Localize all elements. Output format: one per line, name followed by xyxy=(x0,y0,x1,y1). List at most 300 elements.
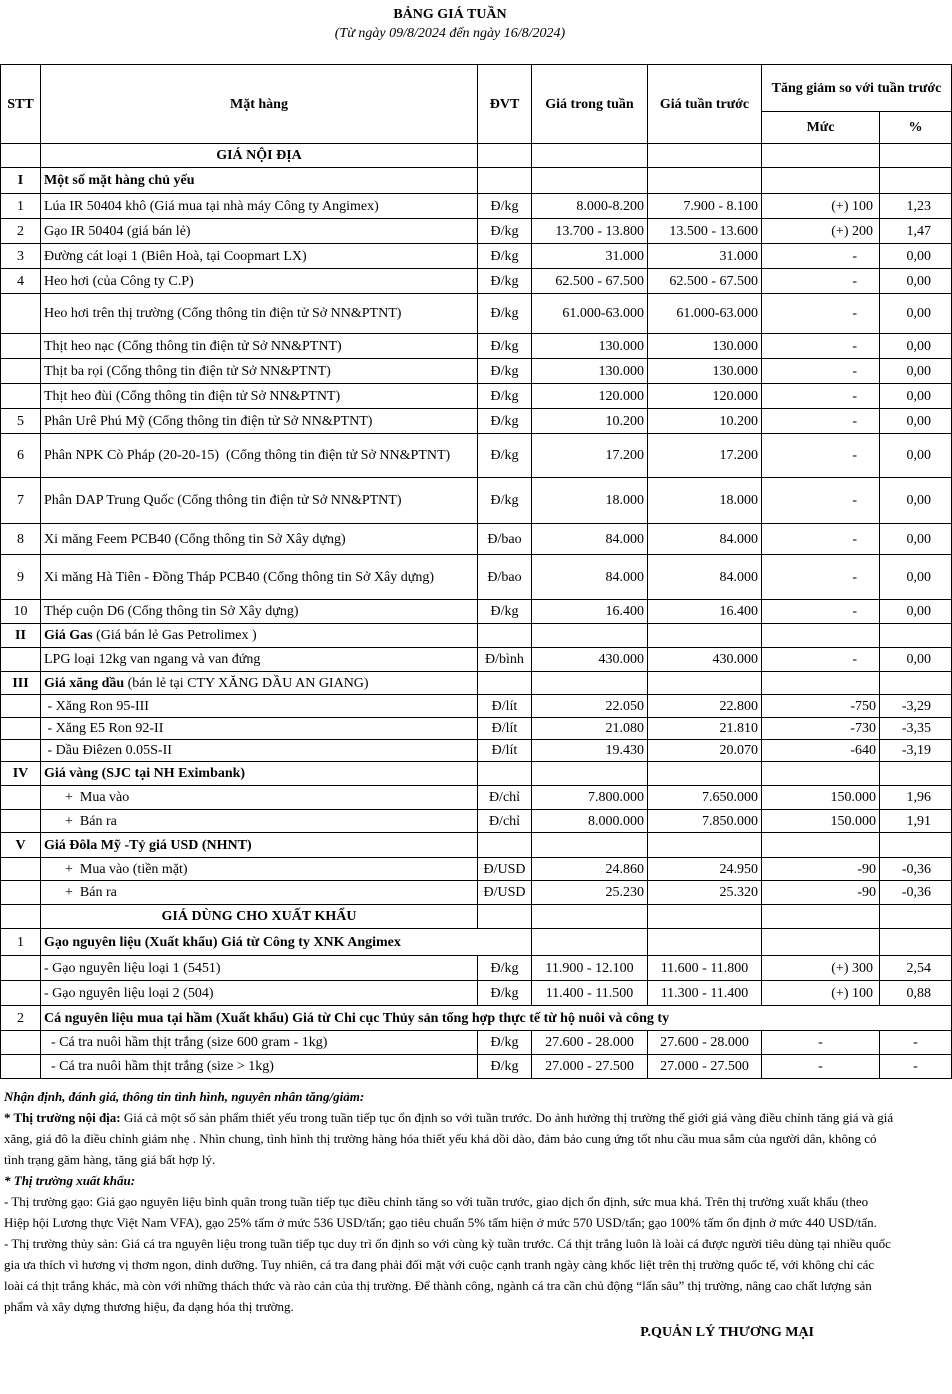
row-stt xyxy=(1,695,41,718)
row-unit: Đ/kg xyxy=(478,269,532,294)
group-row xyxy=(1,762,952,786)
row-change-level: - xyxy=(762,478,880,524)
row-stt xyxy=(1,1031,41,1055)
group-row xyxy=(1,929,952,956)
row-change-level: - xyxy=(762,244,880,269)
row-unit: Đ/USD xyxy=(478,881,532,905)
row-unit: Đ/kg xyxy=(478,600,532,624)
document-title: BẢNG GIÁ TUẦN xyxy=(393,7,507,22)
row-change-pct: 1,47 xyxy=(880,219,952,244)
section-row xyxy=(1,144,952,168)
row-unit: Đ/kg xyxy=(478,219,532,244)
row-price-week: 24.860 xyxy=(532,858,648,881)
empty-cell xyxy=(532,624,648,648)
row-item-name: - Dầu Điêzen 0.05S-II xyxy=(41,740,478,762)
row-item-name: + Bán ra xyxy=(41,881,478,905)
row-price-week: 21.080 xyxy=(532,718,648,740)
signature: P.QUẢN LÝ THƯƠNG MẠI xyxy=(640,1325,814,1340)
row-item-name: Xi măng Feem PCB40 (Cổng thông tin Sở Xây dựng) xyxy=(41,524,478,555)
row-price-prev: 120.000 xyxy=(648,384,762,409)
empty-cell xyxy=(880,833,952,858)
row-item-name: Heo hơi (của Công ty C.P) xyxy=(41,269,478,294)
empty-cell xyxy=(532,168,648,194)
empty-cell xyxy=(762,144,880,168)
empty-cell xyxy=(648,624,762,648)
row-unit: Đ/kg xyxy=(478,434,532,478)
table-row xyxy=(1,881,952,905)
row-price-prev: 24.950 xyxy=(648,858,762,881)
row-price-prev: 430.000 xyxy=(648,648,762,672)
row-unit: Đ/lít xyxy=(478,740,532,762)
row-item-name: - Xăng Ron 95-III xyxy=(41,695,478,718)
row-change-level: - xyxy=(762,384,880,409)
row-change-pct: 2,54 xyxy=(880,956,952,981)
empty-cell xyxy=(880,672,952,695)
row-change-level: - xyxy=(762,1055,880,1079)
row-item-name: Phân Urê Phú Mỹ (Cổng thông tin điện tử Sở NN&PTNT) xyxy=(41,409,478,434)
row-stt: 10 xyxy=(1,600,41,624)
row-change-pct: 0,00 xyxy=(880,434,952,478)
empty-cell xyxy=(478,762,532,786)
row-stt xyxy=(1,1055,41,1079)
row-change-pct: 0,00 xyxy=(880,334,952,359)
row-unit: Đ/bình xyxy=(478,648,532,672)
group-note: (bán lẻ tại CTY XĂNG DẦU AN GIANG) xyxy=(124,675,369,691)
row-item-name: - Cá tra nuôi hầm thịt trắng (size 600 gram - 1kg) xyxy=(41,1031,478,1055)
row-stt xyxy=(1,981,41,1006)
row-price-week: 84.000 xyxy=(532,555,648,600)
row-change-pct: 0,00 xyxy=(880,359,952,384)
row-stt xyxy=(1,384,41,409)
notes-heading: Nhận định, đánh giá, thông tin tình hình, nguyên nhân tăng/giảm: xyxy=(4,1089,365,1104)
row-price-week: 8.000-8.200 xyxy=(532,194,648,219)
group-title xyxy=(41,168,478,194)
row-price-prev: 17.200 xyxy=(648,434,762,478)
table-row xyxy=(1,409,952,434)
row-stt xyxy=(1,718,41,740)
row-price-prev: 31.000 xyxy=(648,244,762,269)
row-price-prev: 62.500 - 67.500 xyxy=(648,269,762,294)
empty-cell xyxy=(478,624,532,648)
row-change-pct: -3,35 xyxy=(880,718,952,740)
row-price-week: 7.800.000 xyxy=(532,786,648,810)
row-change-pct: 0,00 xyxy=(880,555,952,600)
empty-cell xyxy=(880,762,952,786)
empty-cell xyxy=(762,168,880,194)
empty-cell xyxy=(532,672,648,695)
row-price-week: 19.430 xyxy=(532,740,648,762)
row-item-name: Lúa IR 50404 khô (Giá mua tại nhà máy Công ty Angimex) xyxy=(41,194,478,219)
empty-cell xyxy=(880,905,952,929)
row-stt xyxy=(1,956,41,981)
row-item-name: + Bán ra xyxy=(41,810,478,833)
notes-domestic-label: * Thị trường nội địa: xyxy=(4,1110,121,1125)
row-stt xyxy=(1,294,41,334)
empty-cell xyxy=(762,905,880,929)
row-change-pct: 0,88 xyxy=(880,981,952,1006)
group-row xyxy=(1,1006,952,1031)
row-price-prev: 130.000 xyxy=(648,334,762,359)
row-item-name: Phân NPK Cò Pháp (20-20-15) (Cổng thông tin điện tử Sở NN&PTNT) xyxy=(41,434,478,478)
row-price-prev: 11.600 - 11.800 xyxy=(648,956,762,981)
row-change-level: - xyxy=(762,524,880,555)
row-price-prev: 16.400 xyxy=(648,600,762,624)
table-row xyxy=(1,858,952,881)
empty-cell xyxy=(762,833,880,858)
row-unit: Đ/kg xyxy=(478,1031,532,1055)
row-stt: V xyxy=(1,833,41,858)
row-item-name: - Gạo nguyên liệu loại 1 (5451) xyxy=(41,956,478,981)
table-row xyxy=(1,555,952,600)
row-change-pct: 0,00 xyxy=(880,269,952,294)
row-stt xyxy=(1,359,41,384)
row-unit: Đ/kg xyxy=(478,409,532,434)
row-stt xyxy=(1,881,41,905)
row-item-name: Thịt heo đùi (Cổng thông tin điện tử Sở NN&PTNT) xyxy=(41,384,478,409)
row-price-prev: 10.200 xyxy=(648,409,762,434)
row-item-name: Heo hơi trên thị trường (Cổng thông tin điện tử Sở NN&PTNT) xyxy=(41,294,478,334)
row-unit: Đ/bao xyxy=(478,524,532,555)
table-row xyxy=(1,359,952,384)
row-stt xyxy=(1,810,41,833)
row-change-level: -750 xyxy=(762,695,880,718)
row-unit: Đ/kg xyxy=(478,194,532,219)
row-item-name: LPG loại 12kg van ngang và van đứng xyxy=(41,648,478,672)
table-row xyxy=(1,294,952,334)
row-change-level: - xyxy=(762,334,880,359)
group-row xyxy=(1,672,952,695)
notes-section xyxy=(0,1079,900,1317)
notes-domestic xyxy=(4,1107,894,1170)
empty-cell xyxy=(762,624,880,648)
row-item-name: Thịt ba rọi (Cổng thông tin điện tử Sở NN&PTNT) xyxy=(41,359,478,384)
group-row xyxy=(1,833,952,858)
row-change-pct: - xyxy=(880,1055,952,1079)
empty-cell xyxy=(532,833,648,858)
row-price-week: 22.050 xyxy=(532,695,648,718)
empty-cell xyxy=(880,624,952,648)
row-unit: Đ/USD xyxy=(478,858,532,881)
col-header-stt: STT xyxy=(1,65,41,144)
row-price-prev: 27.000 - 27.500 xyxy=(648,1055,762,1079)
table-row xyxy=(1,718,952,740)
col-header-change-level: Mức xyxy=(762,112,880,144)
row-price-week: 130.000 xyxy=(532,359,648,384)
row-change-level: -640 xyxy=(762,740,880,762)
row-stt: 9 xyxy=(1,555,41,600)
row-price-prev: 25.320 xyxy=(648,881,762,905)
row-change-pct: -3,29 xyxy=(880,695,952,718)
table-row xyxy=(1,478,952,524)
row-change-level: 150.000 xyxy=(762,810,880,833)
row-unit: Đ/kg xyxy=(478,1055,532,1079)
row-stt xyxy=(1,740,41,762)
table-row xyxy=(1,740,952,762)
empty-cell xyxy=(762,762,880,786)
row-change-level: -90 xyxy=(762,881,880,905)
row-price-week: 25.230 xyxy=(532,881,648,905)
empty-cell xyxy=(478,168,532,194)
row-stt: 2 xyxy=(1,1006,41,1031)
row-change-level: -90 xyxy=(762,858,880,881)
row-price-prev: 22.800 xyxy=(648,695,762,718)
group-title: Gạo nguyên liệu (Xuất khẩu) Giá từ Công ty XNK Angimex xyxy=(41,929,532,956)
empty-cell xyxy=(648,762,762,786)
row-price-prev: 7.650.000 xyxy=(648,786,762,810)
group-title xyxy=(41,672,478,695)
row-price-week: 120.000 xyxy=(532,384,648,409)
row-change-level: -730 xyxy=(762,718,880,740)
row-change-pct: 0,00 xyxy=(880,648,952,672)
row-unit: Đ/kg xyxy=(478,294,532,334)
row-change-pct: 1,23 xyxy=(880,194,952,219)
group-name: Một số mặt hàng chủ yếu xyxy=(44,173,195,188)
group-title xyxy=(41,624,478,648)
notes-domestic-text: Giá cả một số sản phẩm thiết yếu trong tuần tiếp tục ổn định so với tuần trước. Do ảnh hưởng thị trường thế giới giá vàng điều chỉnh tăng giá và giá xăng, giá đô la điều chỉnh giảm nhẹ . Nhìn chung, tình hình thị trường hàng hóa thiết yếu khá dồi dào, đảm bảo cung ứng tốt nhu cầu mua sắm của người dân, không có tình trạng găm hàng, tăng giá bất hợp lý. xyxy=(4,1110,894,1167)
row-change-pct: 0,00 xyxy=(880,478,952,524)
table-row xyxy=(1,269,952,294)
row-item-name: - Cá tra nuôi hầm thịt trắng (size > 1kg) xyxy=(41,1055,478,1079)
table-row xyxy=(1,981,952,1006)
row-unit: Đ/kg xyxy=(478,956,532,981)
group-row xyxy=(1,624,952,648)
row-stt xyxy=(1,648,41,672)
empty-cell xyxy=(532,144,648,168)
row-change-pct: - xyxy=(880,1031,952,1055)
row-stt: 1 xyxy=(1,929,41,956)
row-price-prev: 61.000-63.000 xyxy=(648,294,762,334)
section-row xyxy=(1,905,952,929)
empty-cell xyxy=(648,672,762,695)
table-row xyxy=(1,434,952,478)
section-title: GIÁ DÙNG CHO XUẤT KHẨU xyxy=(41,905,478,929)
row-item-name: - Gạo nguyên liệu loại 2 (504) xyxy=(41,981,478,1006)
col-header-price-prev: Giá tuần trước xyxy=(648,65,762,144)
row-change-pct: -0,36 xyxy=(880,858,952,881)
row-unit: Đ/kg xyxy=(478,384,532,409)
row-price-prev: 7.850.000 xyxy=(648,810,762,833)
table-row xyxy=(1,334,952,359)
row-stt: 3 xyxy=(1,244,41,269)
row-change-level: (+) 100 xyxy=(762,981,880,1006)
empty-cell xyxy=(880,168,952,194)
row-price-week: 10.200 xyxy=(532,409,648,434)
row-unit: Đ/chỉ xyxy=(478,810,532,833)
col-header-price-week: Giá trong tuần xyxy=(532,65,648,144)
table-row xyxy=(1,786,952,810)
row-item-name: + Mua vào xyxy=(41,786,478,810)
notes-export-label: * Thị trường xuất khẩu: xyxy=(4,1173,136,1188)
row-price-week: 8.000.000 xyxy=(532,810,648,833)
table-row xyxy=(1,956,952,981)
col-header-item: Mặt hàng xyxy=(41,65,478,144)
row-price-prev: 130.000 xyxy=(648,359,762,384)
row-unit: Đ/chỉ xyxy=(478,786,532,810)
row-price-prev: 13.500 - 13.600 xyxy=(648,219,762,244)
document-header xyxy=(0,0,900,44)
col-header-change-pct: % xyxy=(880,112,952,144)
row-change-level: (+) 200 xyxy=(762,219,880,244)
notes-export-fish: - Thị trường thủy sản: Giá cá tra nguyên liệu trong tuần tiếp tục duy trì ổn định so với cùng kỳ tuần trước. Cá thịt trắng luôn là loài cá được người tiêu dùng tại nhiều quốc gia ưa thích vì hương vị thơm ngon, dinh dưỡng. Tuy nhiên, cá tra đang phải đối mặt với cuộc cạnh tranh ngày càng khốc liệt trên thị trường quốc tế, với không chỉ các loài cá thịt trắng khác, mà còn với những thách thức và rào cản của thị trường. Để thành công, ngành cá tra cần chủ động “lấn sâu” thị trường, nâng cao chất lượng sản phẩm và xây dựng thương hiệu, đa dạng hóa thị trường. xyxy=(4,1236,891,1314)
empty-cell xyxy=(648,144,762,168)
row-stt: IV xyxy=(1,762,41,786)
row-change-level: - xyxy=(762,434,880,478)
empty-cell xyxy=(478,144,532,168)
row-item-name: + Mua vào (tiền mặt) xyxy=(41,858,478,881)
row-change-pct: 0,00 xyxy=(880,384,952,409)
row-stt xyxy=(1,786,41,810)
row-price-prev: 27.600 - 28.000 xyxy=(648,1031,762,1055)
row-item-name: Phân DAP Trung Quốc (Cổng thông tin điện tử Sở NN&PTNT) xyxy=(41,478,478,524)
row-change-level: - xyxy=(762,269,880,294)
row-stt: 1 xyxy=(1,194,41,219)
empty-cell xyxy=(880,144,952,168)
empty-cell xyxy=(532,929,648,956)
empty-cell xyxy=(478,833,532,858)
row-stt: I xyxy=(1,168,41,194)
row-price-week: 430.000 xyxy=(532,648,648,672)
group-row xyxy=(1,168,952,194)
row-stt: III xyxy=(1,672,41,695)
row-change-pct: -3,19 xyxy=(880,740,952,762)
row-price-week: 62.500 - 67.500 xyxy=(532,269,648,294)
row-stt xyxy=(1,144,41,168)
row-unit: Đ/kg xyxy=(478,359,532,384)
row-change-level: - xyxy=(762,600,880,624)
empty-cell xyxy=(880,1006,952,1031)
group-name: Giá Đôla Mỹ -Tỷ giá USD (NHNT) xyxy=(44,837,252,853)
row-price-week: 27.600 - 28.000 xyxy=(532,1031,648,1055)
row-stt: II xyxy=(1,624,41,648)
table-row xyxy=(1,244,952,269)
row-unit: Đ/kg xyxy=(478,244,532,269)
empty-cell xyxy=(762,672,880,695)
row-item-name: Đường cát loại 1 (Biên Hoà, tại Coopmart LX) xyxy=(41,244,478,269)
row-price-prev: 84.000 xyxy=(648,555,762,600)
empty-cell xyxy=(532,762,648,786)
row-unit: Đ/kg xyxy=(478,981,532,1006)
table-row xyxy=(1,524,952,555)
row-change-level: - xyxy=(762,409,880,434)
row-price-prev: 21.810 xyxy=(648,718,762,740)
row-change-level: - xyxy=(762,555,880,600)
table-row xyxy=(1,384,952,409)
table-row xyxy=(1,1055,952,1079)
notes-export-rice: - Thị trường gạo: Giá gạo nguyên liệu bình quân trong tuần tiếp tục điều chỉnh tăng so với tuần trước, giao dịch ổn định, sức mua khá. Trên thị trường xuất khẩu (theo Hiệp hội Lương thực Việt Nam VFA), gạo 25% tấm ở mức 536 USD/tấn; gạo tiêu chuẩn 5% tấm hiện ở mức 570 USD/tấn; gạo 100% tấm ổn định ở mức 440 USD/tấn. xyxy=(4,1194,877,1230)
group-title xyxy=(41,833,478,858)
row-change-level: - xyxy=(762,294,880,334)
row-price-prev: 84.000 xyxy=(648,524,762,555)
empty-cell xyxy=(648,929,762,956)
row-item-name: Thép cuộn D6 (Cổng thông tin Sở Xây dựng) xyxy=(41,600,478,624)
row-price-prev: 7.900 - 8.100 xyxy=(648,194,762,219)
empty-cell xyxy=(880,929,952,956)
row-change-pct: 0,00 xyxy=(880,524,952,555)
row-unit: Đ/kg xyxy=(478,478,532,524)
row-price-week: 84.000 xyxy=(532,524,648,555)
row-price-week: 130.000 xyxy=(532,334,648,359)
table-row xyxy=(1,219,952,244)
row-price-week: 31.000 xyxy=(532,244,648,269)
row-price-week: 11.900 - 12.100 xyxy=(532,956,648,981)
empty-cell xyxy=(648,905,762,929)
row-change-pct: -0,36 xyxy=(880,881,952,905)
row-stt xyxy=(1,858,41,881)
row-change-pct: 0,00 xyxy=(880,409,952,434)
table-row xyxy=(1,695,952,718)
table-row xyxy=(1,1031,952,1055)
empty-cell xyxy=(762,929,880,956)
empty-cell xyxy=(648,833,762,858)
group-name: Giá Gas xyxy=(44,628,93,643)
group-name: Giá vàng (SJC tại NH Eximbank) xyxy=(44,766,246,781)
row-price-week: 27.000 - 27.500 xyxy=(532,1055,648,1079)
empty-cell xyxy=(648,168,762,194)
row-change-pct: 0,00 xyxy=(880,294,952,334)
row-price-week: 16.400 xyxy=(532,600,648,624)
row-change-level: (+) 300 xyxy=(762,956,880,981)
row-item-name: Gạo IR 50404 (giá bán lẻ) xyxy=(41,219,478,244)
row-price-week: 17.200 xyxy=(532,434,648,478)
table-row xyxy=(1,810,952,833)
row-unit: Đ/kg xyxy=(478,334,532,359)
row-price-prev: 11.300 - 11.400 xyxy=(648,981,762,1006)
empty-cell xyxy=(478,905,532,929)
empty-cell xyxy=(478,672,532,695)
table-row xyxy=(1,600,952,624)
row-change-level: - xyxy=(762,359,880,384)
row-stt xyxy=(1,905,41,929)
row-stt: 8 xyxy=(1,524,41,555)
row-unit: Đ/lít xyxy=(478,695,532,718)
group-title xyxy=(41,762,478,786)
row-stt: 2 xyxy=(1,219,41,244)
group-name: Giá xăng dầu xyxy=(44,675,125,691)
table-row xyxy=(1,194,952,219)
row-stt: 7 xyxy=(1,478,41,524)
row-change-level: - xyxy=(762,648,880,672)
row-price-week: 13.700 - 13.800 xyxy=(532,219,648,244)
row-stt: 4 xyxy=(1,269,41,294)
row-price-week: 18.000 xyxy=(532,478,648,524)
col-header-change: Tăng giảm so với tuần trước xyxy=(762,65,952,112)
row-change-pct: 1,96 xyxy=(880,786,952,810)
document-date-range: (Từ ngày 09/8/2024 đến ngày 16/8/2024) xyxy=(334,26,566,41)
price-table xyxy=(0,64,952,1079)
section-title: GIÁ NỘI ĐỊA xyxy=(41,144,478,168)
row-price-prev: 18.000 xyxy=(648,478,762,524)
row-price-week: 61.000-63.000 xyxy=(532,294,648,334)
row-item-name: - Xăng E5 Ron 92-II xyxy=(41,718,478,740)
row-change-level: (+) 100 xyxy=(762,194,880,219)
row-unit: Đ/lít xyxy=(478,718,532,740)
empty-cell xyxy=(532,905,648,929)
row-stt: 6 xyxy=(1,434,41,478)
group-note: (Giá bán lẻ Gas Petrolimex ) xyxy=(92,628,257,643)
row-change-pct: 0,00 xyxy=(880,244,952,269)
row-item-name: Thịt heo nạc (Cổng thông tin điện tử Sở NN&PTNT) xyxy=(41,334,478,359)
row-change-level: - xyxy=(762,1031,880,1055)
row-item-name: Xi măng Hà Tiên - Đồng Tháp PCB40 (Cổng thông tin Sở Xây dựng) xyxy=(41,555,478,600)
row-change-level: 150.000 xyxy=(762,786,880,810)
row-stt xyxy=(1,334,41,359)
row-price-prev: 20.070 xyxy=(648,740,762,762)
row-change-pct: 0,00 xyxy=(880,600,952,624)
row-stt: 5 xyxy=(1,409,41,434)
group-title: Cá nguyên liệu mua tại hầm (Xuất khẩu) Giá từ Chi cục Thủy sản tổng hợp thực tế từ hộ nuôi và công ty xyxy=(41,1006,880,1031)
table-row xyxy=(1,648,952,672)
row-unit: Đ/bao xyxy=(478,555,532,600)
